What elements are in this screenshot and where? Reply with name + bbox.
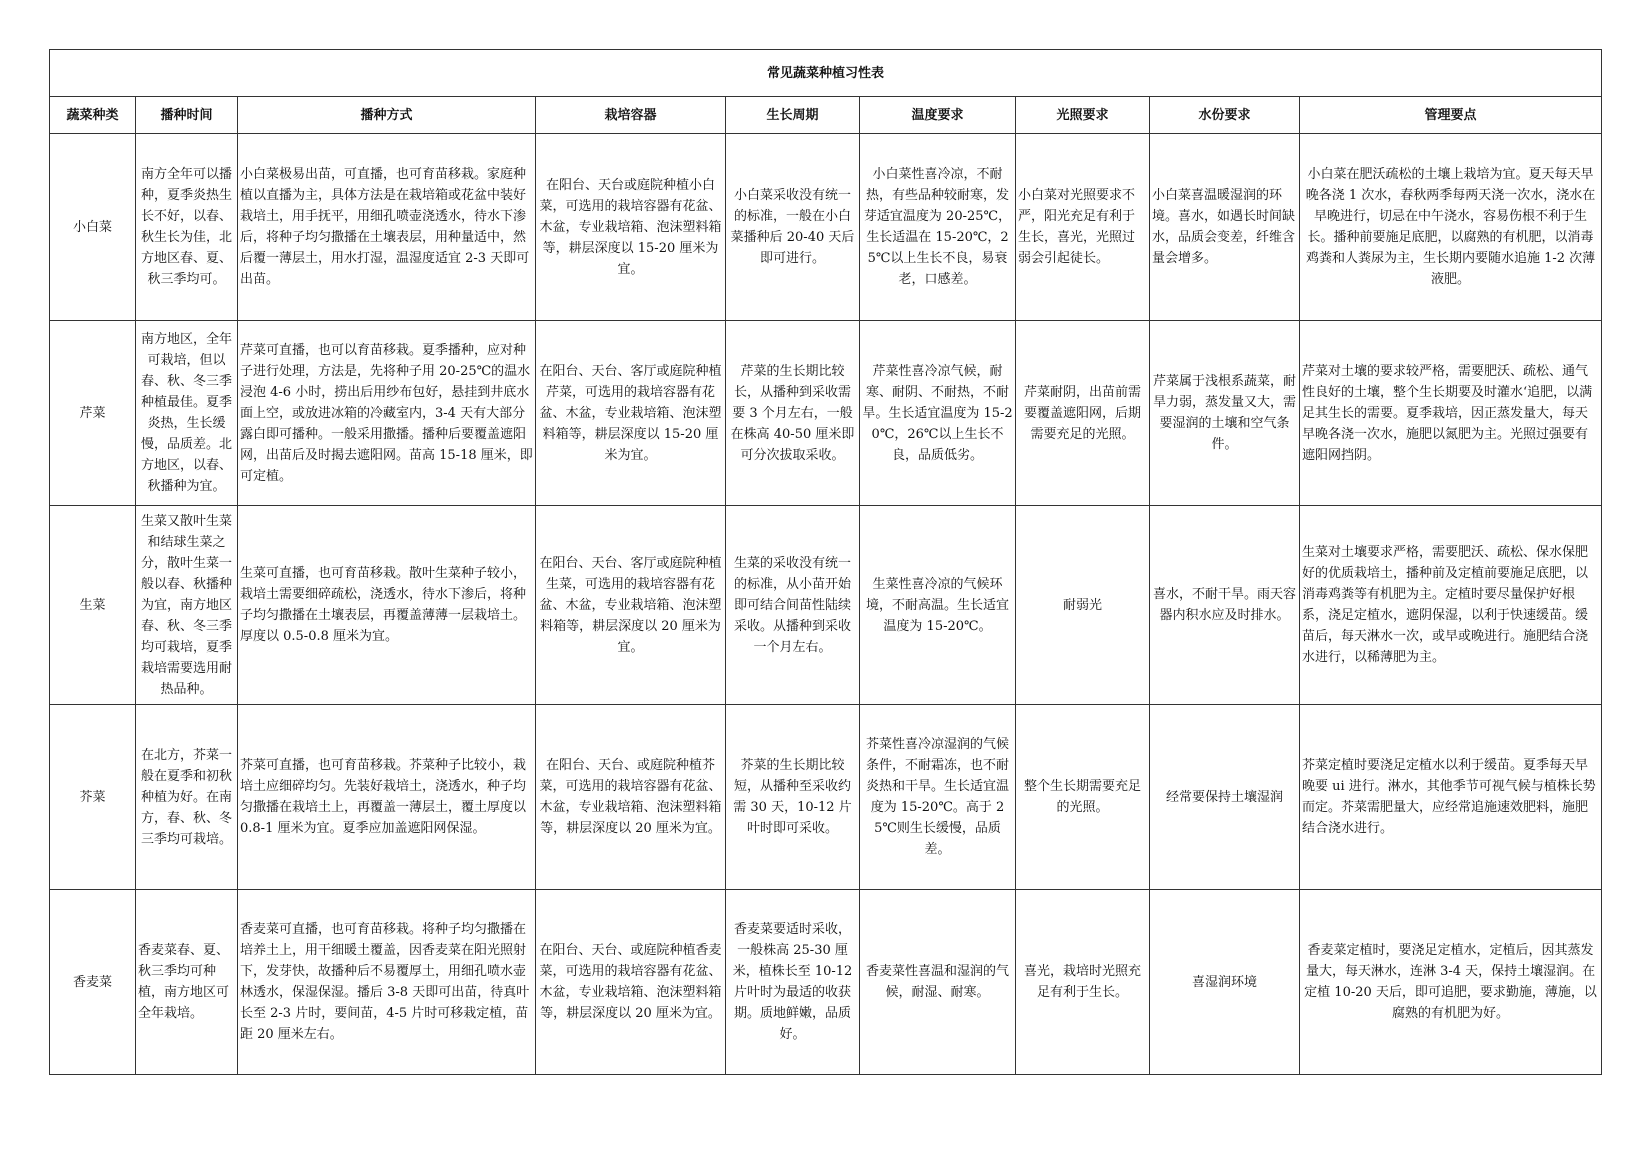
header-light: 光照要求 xyxy=(1016,97,1150,134)
table-row xyxy=(50,705,1602,890)
water-cell: 喜水，不耐干旱。雨天容器内积水应及时排水。 xyxy=(1150,506,1300,705)
growth-cycle-cell: 芹菜的生长期比较长，从播种到采收需要 3 个月左右，一般在株高 40-50 厘米即可分次拔取采收。 xyxy=(726,321,860,506)
growth-cycle-cell: 生菜的采收没有统一的标准，从小苗开始即可结合间苗性陆续采收。从播种到采收一个月左右。 xyxy=(726,506,860,705)
vegetable-name: 生菜 xyxy=(50,506,136,705)
water-cell: 喜湿润环境 xyxy=(1150,890,1300,1075)
management-cell: 芹菜对土壤的要求较严格，需要肥沃、疏松、通气性良好的土壤，整个生长期要及时灌水‘追肥，以满足其生长的需要。夏季栽培，因正蒸发量大，每天早晚各浇一次水，施肥以氮肥为主。光照过强要有遮阳网挡阴。 xyxy=(1300,321,1602,506)
management-cell: 香麦菜定植时，要浇足定植水，定植后，因其蒸发量大，每天淋水，连淋 3-4 天，保持土壤湿润。在定植 10-20 天后，即可追肥，要求勤施，薄施，以腐熟的有机肥为好。 xyxy=(1300,890,1602,1075)
water-cell: 经常要保持土壤湿润 xyxy=(1150,705,1300,890)
sowing-method-cell: 芹菜可直播，也可以育苗移栽。夏季播种，应对种子进行处理，方法是，先将种子用 20-25℃的温水浸泡 4-6 小时，捞出后用纱布包好，悬挂到井底水面上空，或放进冰箱的冷藏室内，3-4 天有大部分露白即可播种。一般采用撒播。播种后要覆盖遮阳网，出苗后及时揭去遮阳网。苗高 15-18 厘米，即可定植。 xyxy=(238,321,536,506)
light-cell: 小白菜对光照要求不严，阳光充足有利于生长，喜光，光照过弱会引起徒长。 xyxy=(1016,134,1150,321)
temperature-cell: 生菜性喜冷凉的气候环境，不耐高温。生长适宜温度为 15-20℃。 xyxy=(860,506,1016,705)
header-management: 管理要点 xyxy=(1300,97,1602,134)
sowing-method-cell: 香麦菜可直播，也可育苗移栽。将种子均匀撒播在培养土上，用干细暖土覆盖，因香麦菜在阳光照射下，发芽快，故播种后不易覆厚土，用细孔喷水壶林透水，保湿保湿。播后 3-8 天即可出苗，待真叶长至 2-3 片时，要间苗，4-5 片时可移栽定植，苗距 20 厘米左右。 xyxy=(238,890,536,1075)
container-cell: 在阳台、天台或庭院种植小白菜，可选用的栽培容器有花盆、木盆，专业栽培箱、泡沫塑料箱等，耕层深度以 15-20 厘米为宜。 xyxy=(536,134,726,321)
light-cell: 整个生长期需要充足的光照。 xyxy=(1016,705,1150,890)
sowing-method-cell: 生菜可直播，也可育苗移栽。散叶生菜种子较小，栽培土需要细碎疏松，浇透水，待水下渗后，将种子均匀撒播在土壤表层，再覆盖薄薄一层栽培土。厚度以 0.5-0.8 厘米为宜。 xyxy=(238,506,536,705)
table-title: 常见蔬菜种植习性表 xyxy=(50,50,1602,97)
sowing-method-cell: 芥菜可直播，也可育苗移栽。芥菜种子比较小，栽培土应细碎均匀。先装好栽培土，浇透水，种子均匀撒播在栽培土上，再覆盖一薄层土，覆土厚度以 0.8-1 厘米为宜。夏季应加盖遮阳网保湿。 xyxy=(238,705,536,890)
light-cell: 耐弱光 xyxy=(1016,506,1150,705)
water-cell: 芹菜属于浅根系蔬菜，耐旱力弱，蒸发量又大，需要湿润的土壤和空气条件。 xyxy=(1150,321,1300,506)
light-cell: 喜光，栽培时光照充足有利于生长。 xyxy=(1016,890,1150,1075)
temperature-cell: 芥菜性喜冷凉湿润的气候条件，不耐霜冻，也不耐炎热和干旱。生长适宜温度为 15-20℃。高于 25℃则生长缓慢，品质差。 xyxy=(860,705,1016,890)
management-cell: 芥菜定植时要浇足定植水以利于缓苗。夏季每天早晚要 ui 进行。淋水，其他季节可视气候与植株长势而定。芥菜需肥量大，应经常追施速效肥料，施肥结合浇水进行。 xyxy=(1300,705,1602,890)
management-cell: 生菜对土壤要求严格，需要肥沃、疏松、保水保肥好的优质栽培土，播种前及定植前要施足底肥，以消毒鸡粪等有机肥为主。定植时要尽量保护好根系，浇足定植水，遮阴保湿，以利于快速缓苗。缓苗后，每天淋水一次，或早或晚进行。施肥结合浇水进行，以稀薄肥为主。 xyxy=(1300,506,1602,705)
sowing-time-cell: 在北方，芥菜一般在夏季和初秋种植为好。在南方，春、秋、冬三季均可栽培。 xyxy=(136,705,238,890)
table-row xyxy=(50,890,1602,1075)
growth-cycle-cell: 芥菜的生长期比较短，从播种至采收约需 30 天，10-12 片叶时即可采收。 xyxy=(726,705,860,890)
growth-cycle-cell: 香麦菜要适时采收，一般株高 25-30 厘米，植株长至 10-12 片叶时为最适的收获期。质地鲜嫩，品质好。 xyxy=(726,890,860,1075)
vegetable-name: 香麦菜 xyxy=(50,890,136,1075)
growth-cycle-cell: 小白菜采收没有统一的标准，一般在小白菜播种后 20-40 天后即可进行。 xyxy=(726,134,860,321)
temperature-cell: 香麦菜性喜温和湿润的气候，耐湿、耐寒。 xyxy=(860,890,1016,1075)
header-container: 栽培容器 xyxy=(536,97,726,134)
header-water: 水份要求 xyxy=(1150,97,1300,134)
temperature-cell: 小白菜性喜冷凉，不耐热，有些品种较耐寒，发芽适宜温度为 20-25℃，生长适温在 15-20℃，25℃以上生长不良，易衰老，口感差。 xyxy=(860,134,1016,321)
light-cell: 芹菜耐阴，出苗前需要覆盖遮阳网，后期需要充足的光照。 xyxy=(1016,321,1150,506)
sowing-time-cell: 生菜又散叶生菜和结球生菜之分，散叶生菜一般以春、秋播种为宜，南方地区春、秋、冬三季均可栽培，夏季栽培需要选用耐热品种。 xyxy=(136,506,238,705)
management-cell: 小白菜在肥沃疏松的土壤上栽培为宜。夏天每天早晚各浇 1 次水，春秋两季每两天浇一次水，浇水在早晚进行，切忌在中午浇水，容易伤根不利于生长。播种前要施足底肥，以腐熟的有机肥，以消毒鸡粪和人粪尿为主，生长期内要随水追施 1-2 次薄液肥。 xyxy=(1300,134,1602,321)
water-cell: 小白菜喜温暖湿润的环境。喜水，如遇长时间缺水，品质会变差，纤维含量会增多。 xyxy=(1150,134,1300,321)
table-row xyxy=(50,321,1602,506)
container-cell: 在阳台、天台、或庭院种植芥菜，可选用的栽培容器有花盆、木盆，专业栽培箱、泡沫塑料箱等，耕层深度以 20 厘米为宜。 xyxy=(536,705,726,890)
container-cell: 在阳台、天台、客厅或庭院种植生菜，可选用的栽培容器有花盆、木盆，专业栽培箱、泡沫塑料箱等，耕层深度以 20 厘米为宜。 xyxy=(536,506,726,705)
header-vegetable-type: 蔬菜种类 xyxy=(50,97,136,134)
container-cell: 在阳台、天台、或庭院种植香麦菜，可选用的栽培容器有花盆、木盆，专业栽培箱、泡沫塑料箱等，耕层深度以 20 厘米为宜。 xyxy=(536,890,726,1075)
vegetable-name: 芹菜 xyxy=(50,321,136,506)
sowing-time-cell: 南方全年可以播种，夏季炎热生长不好，以春、秋生长为佳，北方地区春、夏、秋三季均可。 xyxy=(136,134,238,321)
sowing-method-cell: 小白菜极易出苗，可直播，也可育苗移栽。家庭种植以直播为主，具体方法是在栽培箱或花盆中装好栽培土，用手抚平，用细孔喷壶浇透水，待水下渗后，将种子均匀撒播在土壤表层，用种量适中，然后覆一薄层土，用水打湿，温湿度适宜 2-3 天即可出苗。 xyxy=(238,134,536,321)
vegetable-habits-table xyxy=(49,49,1602,1075)
header-sowing-time: 播种时间 xyxy=(136,97,238,134)
sowing-time-cell: 南方地区，全年可栽培，但以春、秋、冬三季种植最佳。夏季炎热，生长缓慢，品质差。北方地区，以春、秋播种为宜。 xyxy=(136,321,238,506)
header-temperature: 温度要求 xyxy=(860,97,1016,134)
temperature-cell: 芹菜性喜冷凉气候，耐寒、耐阴、不耐热，不耐旱。生长适宜温度为 15-20℃，26℃以上生长不良，品质低劣。 xyxy=(860,321,1016,506)
container-cell: 在阳台、天台、客厅或庭院种植芹菜，可选用的栽培容器有花盆、木盆，专业栽培箱、泡沫塑料箱等，耕层深度以 15-20 厘米为宜。 xyxy=(536,321,726,506)
header-sowing-method: 播种方式 xyxy=(238,97,536,134)
table-row xyxy=(50,506,1602,705)
sowing-time-cell: 香麦菜春、夏、秋三季均可种植，南方地区可全年栽培。 xyxy=(136,890,238,1075)
vegetable-name: 小白菜 xyxy=(50,134,136,321)
vegetable-name: 芥菜 xyxy=(50,705,136,890)
header-growth-cycle: 生长周期 xyxy=(726,97,860,134)
table-row xyxy=(50,134,1602,321)
